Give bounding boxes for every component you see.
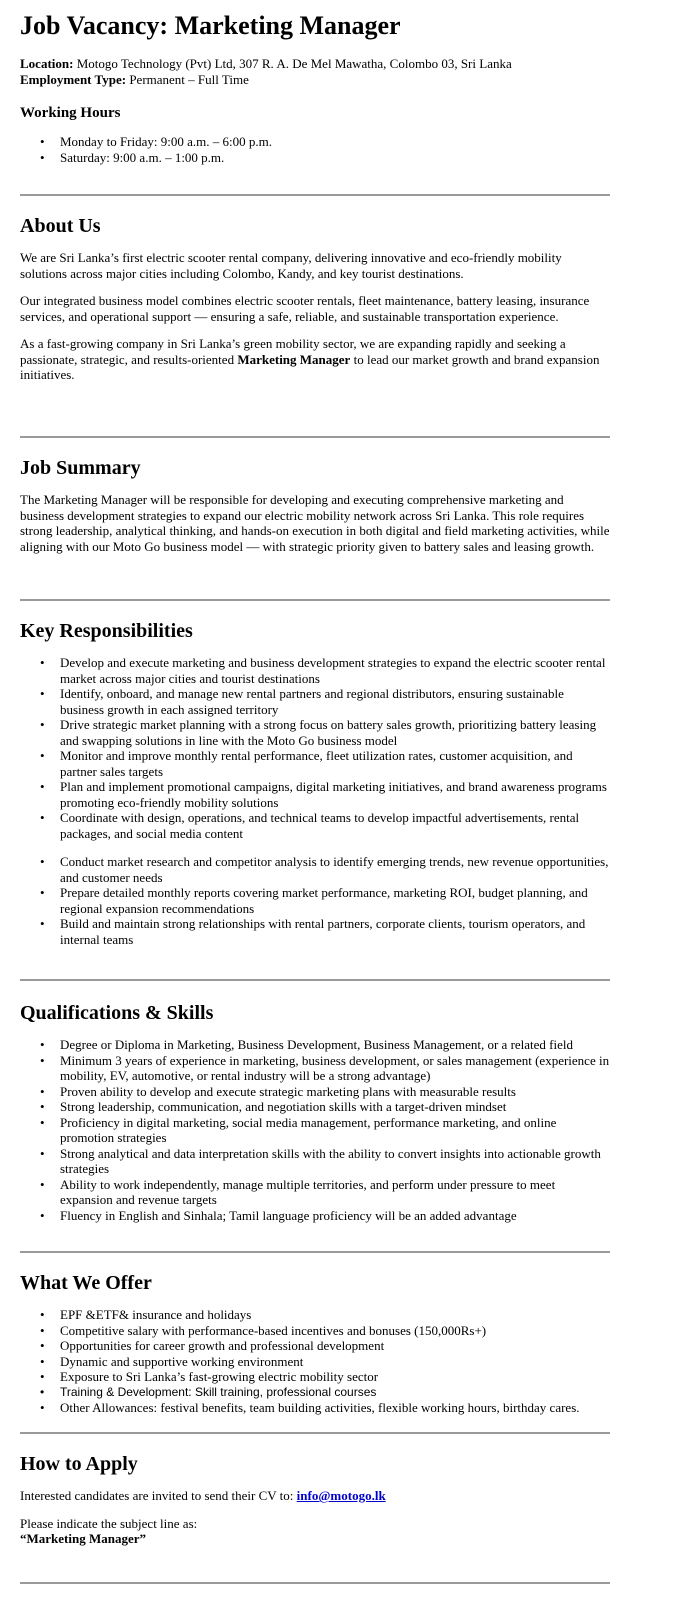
- about-section: [20, 214, 610, 383]
- list-item: • Degree or Diploma in Marketing, Business Development, Business Management, or a related field: [60, 1037, 610, 1053]
- working-hours-list: [20, 134, 610, 165]
- about-paragraph: We are Sri Lanka’s first electric scooter rental company, delivering innovative and eco-friendly mobility solutions across major cities including Colombo, Kandy, and key tourist destinations.: [20, 250, 562, 281]
- responsibilities-heading: Key Responsibilities: [20, 620, 193, 642]
- responsibilities-list: [20, 655, 610, 947]
- list-item: • Plan and implement promotional campaigns, digital marketing initiatives, and brand awareness programs promoting eco-friendly mobility solutions: [60, 779, 610, 810]
- list-item: • Strong analytical and data interpretation skills with the ability to convert insights into actionable growth strategies: [60, 1146, 610, 1177]
- location-value: Motogo Technology (Pvt) Ltd, 307 R. A. De Mel Mawatha, Colombo 03, Sri Lanka: [73, 56, 512, 71]
- list-item: • Coordinate with design, operations, and technical teams to develop impactful advertisements, rental packages, and social media content: [60, 810, 610, 841]
- divider: [20, 436, 610, 438]
- about-paragraph: [20, 336, 610, 383]
- list-item: • Conduct market research and competitor analysis to identify emerging trends, new revenue opportunities, and customer needs: [60, 854, 610, 885]
- divider: [20, 194, 610, 196]
- qualifications-list: [20, 1037, 610, 1223]
- list-item: • Minimum 3 years of experience in marketing, business development, or sales management (experience in mobility, EV, automotive, or rental industry will be a strong advantage): [60, 1053, 610, 1084]
- job-meta: [20, 56, 610, 87]
- subject-value: [20, 1531, 610, 1547]
- working-hours-heading: Working Hours: [20, 105, 121, 121]
- page-title: Job Vacancy: Marketing Manager: [20, 11, 401, 40]
- subject-instruction: Please indicate the subject line as:: [20, 1515, 198, 1531]
- list-item: • Monday to Friday: 9:00 a.m. – 6:00 p.m.: [60, 134, 610, 150]
- subject-line: “Marketing Manager”: [20, 1531, 147, 1546]
- email-link[interactable]: info@motogo.lk: [296, 1488, 386, 1503]
- divider: [20, 599, 610, 601]
- about-text: to lead our market growth and brand expansion initiatives.: [20, 351, 600, 382]
- summary-heading: Job Summary: [20, 457, 141, 479]
- employment-type-label: Employment Type:: [20, 71, 127, 87]
- list-item: • Drive strategic market planning with a strong focus on battery sales growth, prioritizing battery leasing and swapping solutions in line with the Moto Go business model: [60, 717, 610, 748]
- list-item: • Build and maintain strong relationships with rental partners, corporate clients, tourism operators, and internal teams: [60, 916, 610, 947]
- list-item: • Saturday: 9:00 a.m. – 1:00 p.m.: [60, 150, 610, 166]
- apply-text: [20, 1488, 610, 1504]
- list-item: • Other Allowances: festival benefits, team building activities, flexible working hours, birthday cares.: [60, 1400, 610, 1416]
- about-role-highlight: Marketing Manager: [237, 351, 351, 367]
- qualifications-section: [20, 1001, 610, 1223]
- apply-section: [20, 1452, 610, 1547]
- list-item: • Identify, onboard, and manage new rental partners and regional distributors, ensuring sustainable business growth in each assigned territory: [60, 686, 610, 717]
- offer-section: [20, 1271, 610, 1416]
- qualifications-heading: Qualifications & Skills: [20, 1002, 214, 1024]
- list-item: • Proven ability to develop and execute strategic marketing plans with measurable results: [60, 1084, 610, 1100]
- offer-heading: What We Offer: [20, 1272, 152, 1294]
- list-item: • Competitive salary with performance-based incentives and bonuses (150,000Rs+): [60, 1323, 610, 1339]
- offer-list: [20, 1307, 610, 1416]
- location-label: Location:: [20, 56, 74, 71]
- list-item: • EPF &ETF& insurance and holidays: [60, 1307, 610, 1323]
- list-item: • Strong leadership, communication, and negotiation skills with a target-driven mindset: [60, 1099, 610, 1115]
- about-paragraph: Our integrated business model combines electric scooter rentals, fleet maintenance, battery leasing, insurance services, and operational support — ensuring a safe, reliable, and sustainable transportation experience.: [20, 293, 590, 324]
- list-item: • Fluency in English and Sinhala; Tamil language proficiency will be an added advantage: [60, 1208, 610, 1224]
- employment-type-line: [20, 72, 610, 88]
- list-item: • Monitor and improve monthly rental performance, fleet utilization rates, customer acquisition, and partner sales targets: [60, 748, 610, 779]
- employment-type-value: Permanent – Full Time: [126, 71, 249, 87]
- working-hours-section: [20, 104, 610, 165]
- divider: [20, 979, 610, 981]
- list-item: • Prepare detailed monthly reports covering market performance, marketing ROI, budget planning, and regional expansion recommendations: [60, 885, 610, 916]
- list-item: • Opportunities for career growth and professional development: [60, 1338, 610, 1354]
- about-heading: About Us: [20, 215, 101, 237]
- location-line: [20, 56, 610, 72]
- divider: [20, 1582, 610, 1584]
- list-item: • Training & Development: Skill training, professional courses: [60, 1385, 610, 1401]
- about-text: As a fast-growing company in Sri Lanka’s green mobility sector, we are expanding rapidly and seeking a passionate, strategic, and results-oriented: [20, 336, 566, 367]
- list-item: • Ability to work independently, manage multiple territories, and perform under pressure to meet expansion and revenue targets: [60, 1177, 610, 1208]
- list-item: • Develop and execute marketing and business development strategies to expand the electric scooter rental market across major cities and tourist destinations: [60, 655, 610, 686]
- list-item: • Dynamic and supportive working environment: [60, 1354, 610, 1370]
- summary-section: [20, 456, 610, 554]
- list-item: • Proficiency in digital marketing, social media management, performance marketing, and online promotion strategies: [60, 1115, 610, 1146]
- apply-heading: How to Apply: [20, 1453, 138, 1475]
- apply-instruction: Interested candidates are invited to send their CV to:: [20, 1488, 297, 1503]
- divider: [20, 1251, 610, 1253]
- summary-paragraph: The Marketing Manager will be responsible for developing and executing comprehensive marketing and business development strategies to expand our electric mobility network across Sri Lanka. This role requires strong leadership, analytical thinking, and hands-on execution in both digital and field marketing activities, while aligning with our Moto Go business model — with strategic priority given to battery sales and leasing growth.: [20, 492, 610, 554]
- divider: [20, 1432, 610, 1434]
- list-item: • Exposure to Sri Lanka’s fast-growing electric mobility sector: [60, 1369, 610, 1385]
- responsibilities-section: [20, 619, 610, 947]
